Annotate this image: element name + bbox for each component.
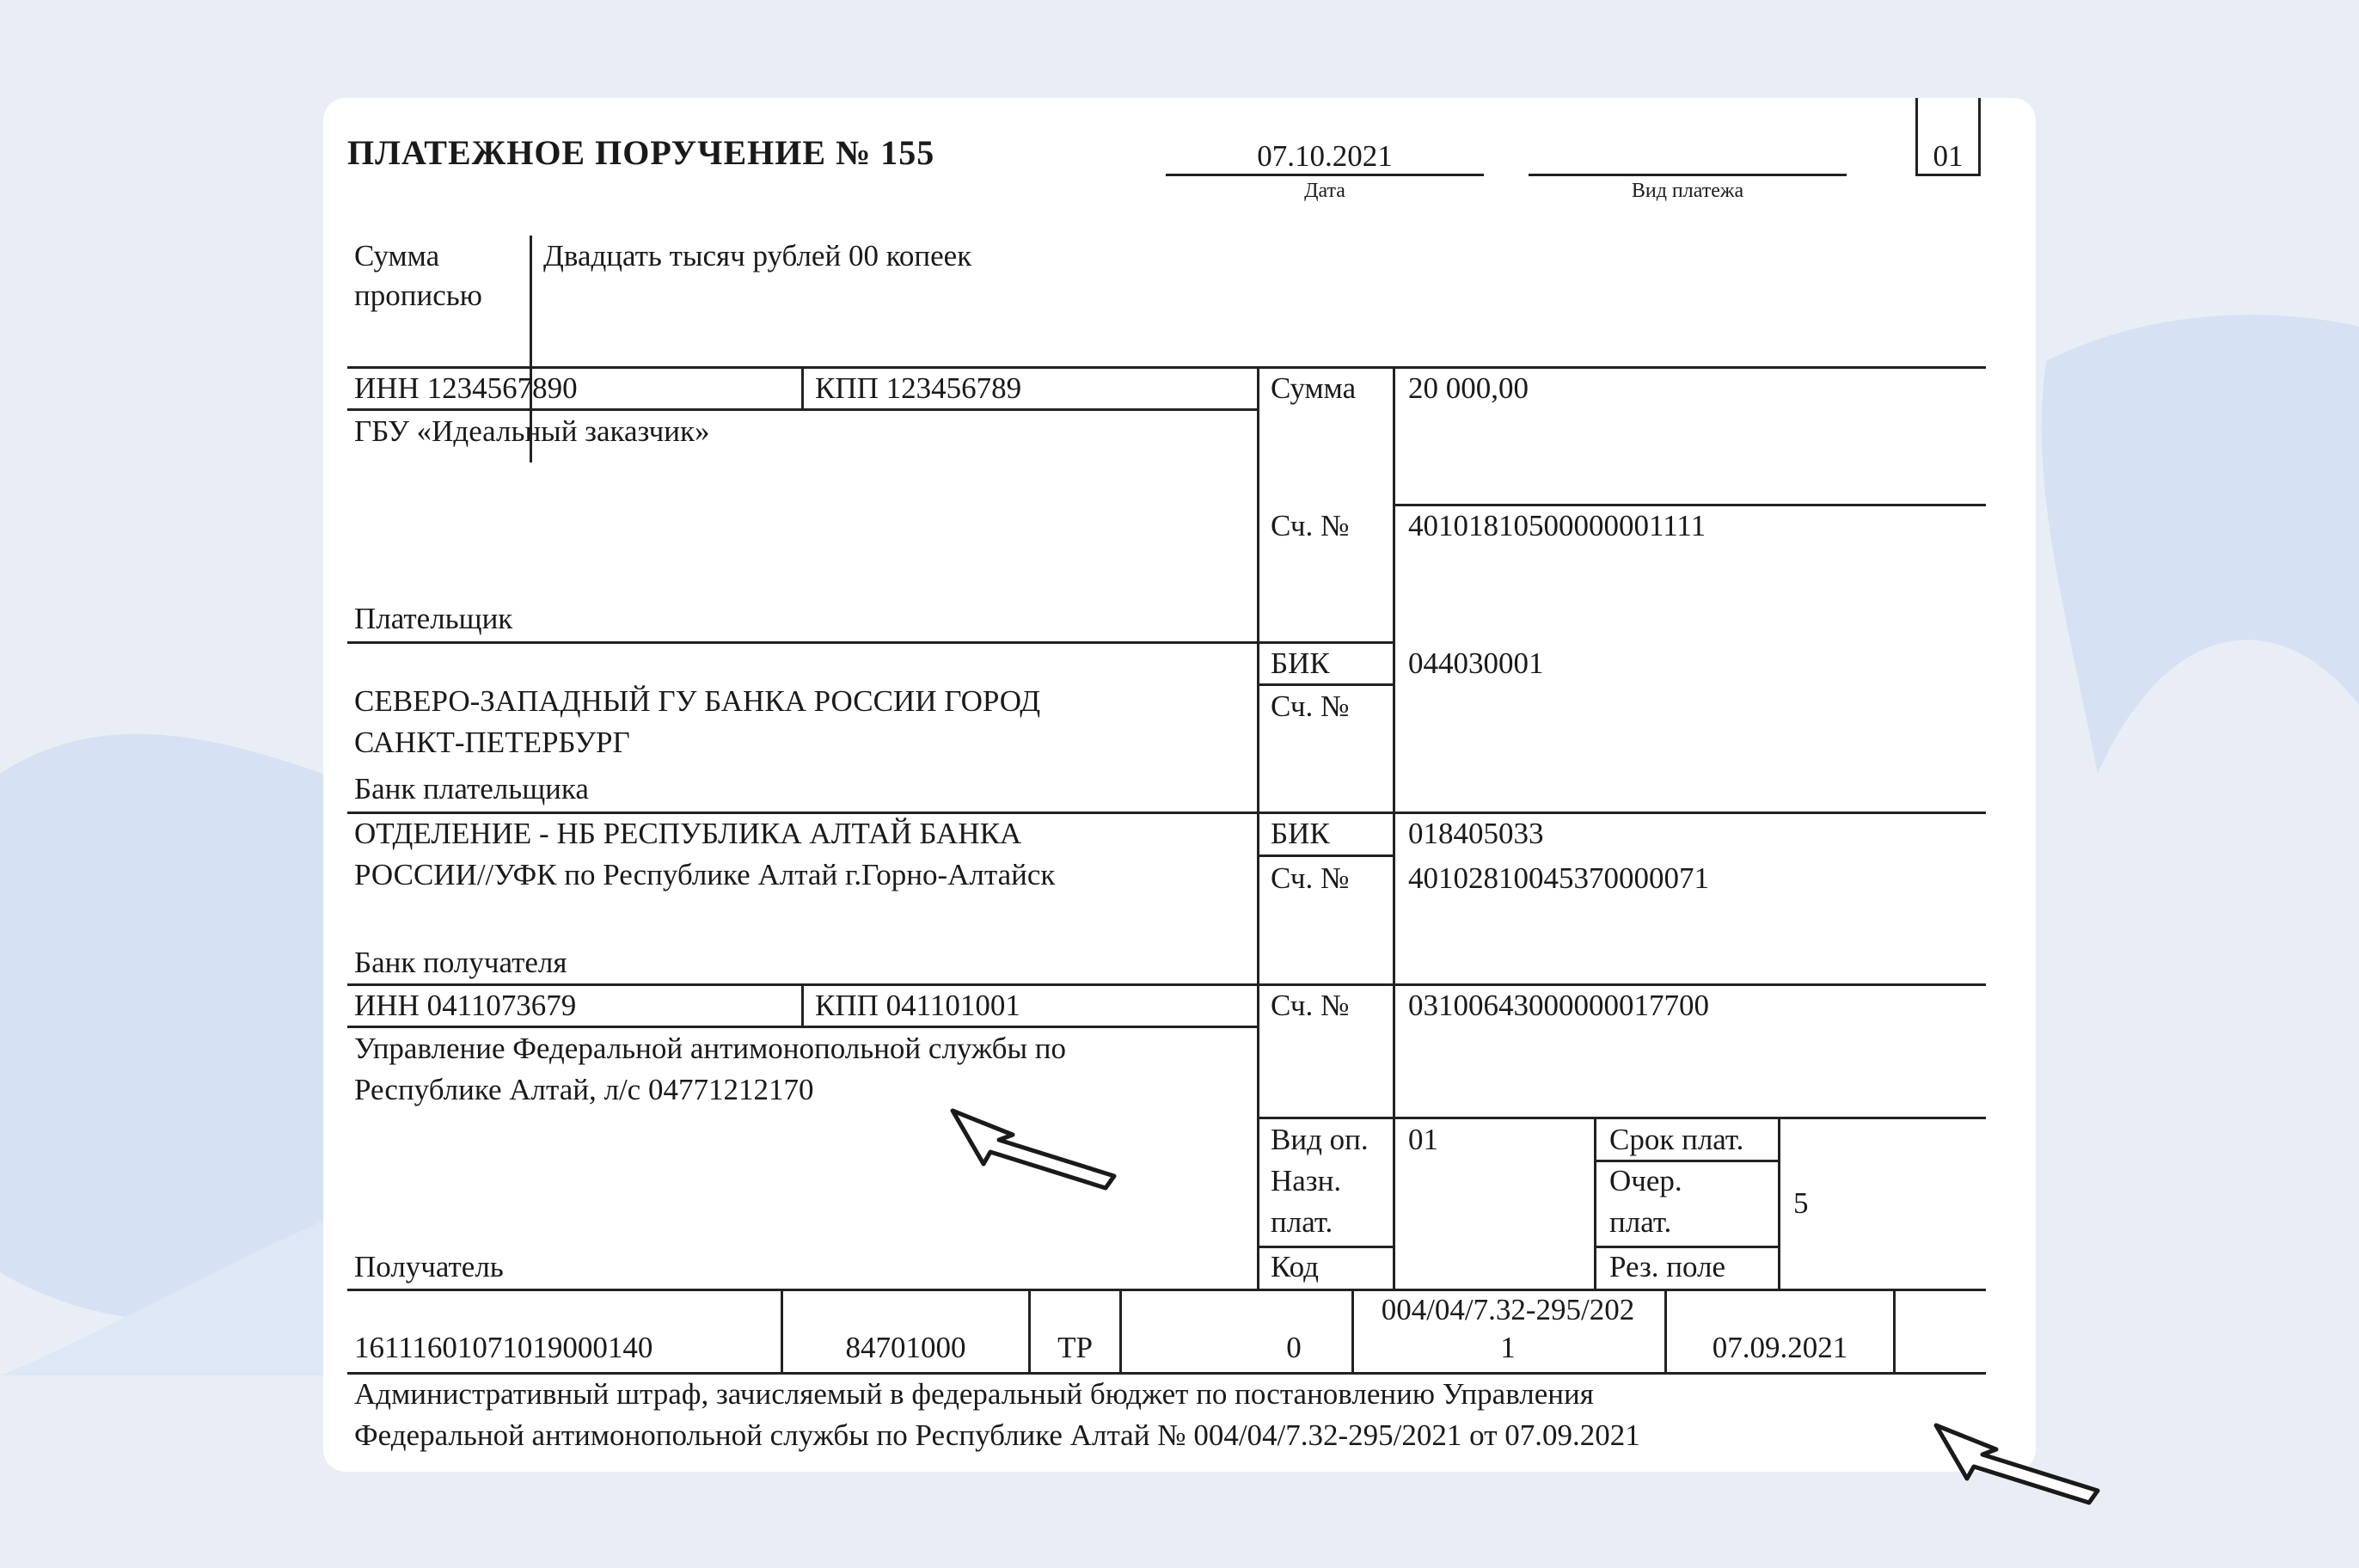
payer-inn: ИНН 1234567890 [354,371,578,405]
order-label-2: плат. [1609,1205,1672,1239]
period: 0 [1286,1331,1302,1364]
payee-bank-account-value: 40102810045370000071 [1408,861,1709,895]
doc-number-2: 1 [1500,1331,1516,1364]
payer-bank-bik-label: БИК [1271,646,1330,680]
amount-words-value: Двадцать тысяч рублей 00 копеек [543,239,972,273]
payee-bank-bik-value: 018405033 [1408,817,1544,850]
payer-name: ГБУ «Идеальный заказчик» [354,414,710,448]
due-label: Срок плат. [1609,1123,1744,1156]
purpose-label-1: Назн. [1271,1164,1342,1197]
op-type-value: 01 [1408,1123,1438,1156]
payee-bank-account-label: Сч. № [1271,861,1350,895]
purpose-line-1: Административный штраф, зачисляемый в федеральный бюджет по постановлению Управления [354,1377,1594,1411]
code-label: Код [1271,1250,1319,1283]
amount-label: Сумма [1271,371,1357,405]
payee-name-2: Республике Алтай, л/с 04771212170 [354,1073,814,1106]
doc-number-1: 004/04/7.32-295/202 [1381,1293,1635,1326]
amount-value: 20 000,00 [1408,371,1529,405]
payer-bank-account-label: Сч. № [1271,689,1350,723]
payee-caption: Получатель [354,1250,504,1283]
payee-name-1: Управление Федеральной антимонопольной службы по [354,1032,1066,1065]
order-label-1: Очер. [1609,1164,1682,1197]
doc-date: 07.09.2021 [1712,1331,1848,1364]
payee-bank-name-1: ОТДЕЛЕНИЕ - НБ РЕСПУБЛИКА АЛТАЙ БАНКА [354,817,1022,850]
amount-words-label-1: Сумма [354,239,440,273]
payee-bank-bik-label: БИК [1271,817,1330,850]
payer-account-value: 40101810500000001111 [1408,509,1706,542]
cursor-arrow-icon [946,1106,1118,1191]
payer-bank-name-2: САНКТ-ПЕТЕРБУРГ [354,726,630,759]
kbk: 16111601071019000140 [354,1331,653,1364]
payee-account-value: 03100643000000017700 [1408,989,1709,1022]
payer-bank-caption: Банк плательщика [354,772,589,805]
payer-caption: Плательщик [354,602,513,635]
purpose-line-2: Федеральной антимонопольной службы по Республике Алтай № 004/04/7.32-295/2021 от 07.09.2021 [354,1418,1640,1452]
payer-bank-name-1: СЕВЕРО-ЗАПАДНЫЙ ГУ БАНКА РОССИИ ГОРОД [354,684,1041,718]
reserve-label: Рез. поле [1609,1250,1726,1283]
document-card [323,98,2036,1472]
purpose-label-2: плат. [1271,1205,1333,1239]
oktmo: 84701000 [845,1331,966,1364]
payee-account-label: Сч. № [1271,989,1350,1022]
order-value: 5 [1793,1186,1809,1220]
amount-words-label-2: прописью [354,279,482,312]
payee-inn: ИНН 0411073679 [354,989,577,1022]
form-code: 01 [1933,139,1964,173]
payment-type-caption: Вид платежа [1631,180,1744,202]
date-caption: Дата [1304,180,1345,202]
payee-bank-caption: Банк получателя [354,946,567,979]
op-type-label: Вид оп. [1271,1123,1369,1156]
payer-account-label: Сч. № [1271,509,1350,542]
payer-kpp: КПП 123456789 [815,371,1022,405]
cursor-arrow-icon [1929,1420,2101,1506]
basis: ТР [1057,1331,1093,1364]
payee-kpp: КПП 041101001 [815,989,1020,1022]
payment-order [323,98,2036,1472]
payee-bank-name-2: РОССИИ//УФК по Республике Алтай г.Горно-Алтайск [354,858,1056,891]
document-title: ПЛАТЕЖНОЕ ПОРУЧЕНИЕ № 155 [347,133,935,172]
date-value: 07.10.2021 [1257,139,1393,173]
payer-bank-bik-value: 044030001 [1408,646,1544,680]
